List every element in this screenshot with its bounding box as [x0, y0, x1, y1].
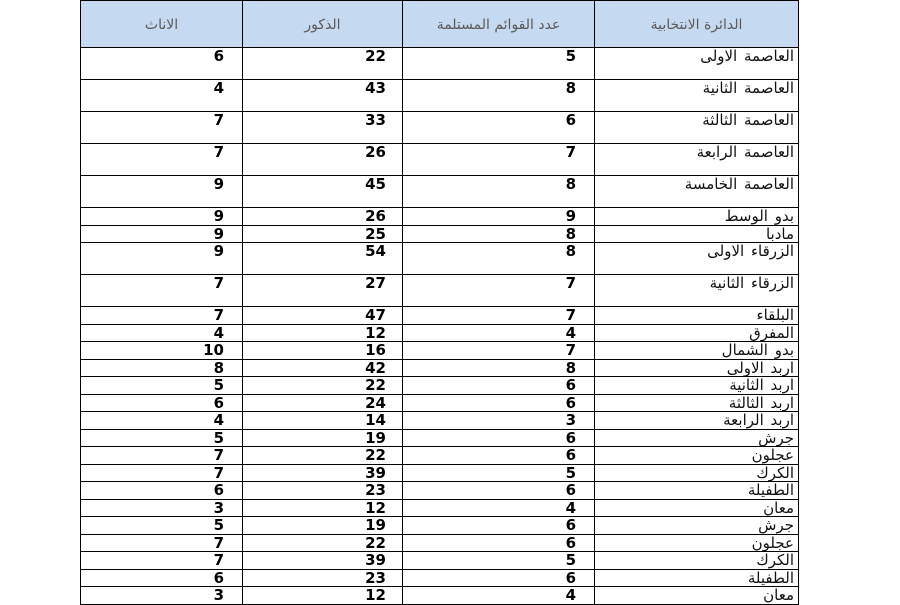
cell-males: 42: [243, 359, 403, 377]
cell-males: 39: [243, 552, 403, 570]
cell-district-name: اربد الثانية: [595, 377, 799, 395]
cell-males: 54: [243, 243, 403, 275]
table-row: [81, 377, 799, 395]
cell-males: 39: [243, 464, 403, 482]
cell-district-name: البلقاء: [595, 307, 799, 325]
cell-district-name: المفرق: [595, 324, 799, 342]
cell-district-name: معان: [595, 587, 799, 605]
cell-district-name: الطفيلة: [595, 482, 799, 500]
cell-lists-count: 5: [403, 552, 595, 570]
cell-district-name: العاصمة الثالثة: [595, 112, 799, 144]
cell-females: 6: [81, 569, 243, 587]
table-row: [81, 342, 799, 360]
cell-lists-count: 6: [403, 447, 595, 465]
cell-males: 22: [243, 447, 403, 465]
table-row: [81, 482, 799, 500]
cell-males: 45: [243, 176, 403, 208]
cell-district-name: الكرك: [595, 552, 799, 570]
table-row: [81, 552, 799, 570]
cell-lists-count: 6: [403, 112, 595, 144]
cell-district-name: الطفيلة: [595, 569, 799, 587]
cell-females: 7: [81, 464, 243, 482]
cell-lists-count: 6: [403, 569, 595, 587]
cell-females: 7: [81, 534, 243, 552]
table-row: [81, 208, 799, 226]
cell-females: 5: [81, 517, 243, 535]
cell-females: 7: [81, 307, 243, 325]
cell-lists-count: 4: [403, 587, 595, 605]
cell-district-name: الزرقاء الثانية: [595, 275, 799, 307]
table-row: [81, 569, 799, 587]
cell-lists-count: 6: [403, 482, 595, 500]
table-row: [81, 48, 799, 80]
cell-males: 26: [243, 208, 403, 226]
cell-females: 10: [81, 342, 243, 360]
cell-lists-count: 6: [403, 534, 595, 552]
cell-district-name: اربد الثالثة: [595, 394, 799, 412]
header-row: [81, 1, 799, 48]
cell-males: 19: [243, 429, 403, 447]
table-row: [81, 144, 799, 176]
cell-females: 7: [81, 144, 243, 176]
cell-lists-count: 8: [403, 176, 595, 208]
table-row: [81, 464, 799, 482]
cell-females: 5: [81, 429, 243, 447]
table-row: [81, 324, 799, 342]
cell-district-name: العاصمة الرابعة: [595, 144, 799, 176]
cell-females: 9: [81, 225, 243, 243]
cell-males: 43: [243, 80, 403, 112]
table-row: [81, 517, 799, 535]
cell-females: 7: [81, 112, 243, 144]
cell-lists-count: 8: [403, 80, 595, 112]
district-lists-table: [80, 0, 799, 605]
cell-lists-count: 6: [403, 517, 595, 535]
results-table-container: [80, 0, 798, 604]
table-body: [81, 48, 799, 605]
cell-district-name: مادبا: [595, 225, 799, 243]
cell-district-name: الزرقاء الاولى: [595, 243, 799, 275]
cell-district-name: اربد الرابعة: [595, 412, 799, 430]
table-row: [81, 112, 799, 144]
cell-district-name: اربد الاولى: [595, 359, 799, 377]
cell-males: 14: [243, 412, 403, 430]
table-row: [81, 275, 799, 307]
cell-females: 9: [81, 208, 243, 226]
cell-lists-count: 7: [403, 307, 595, 325]
cell-district-name: عجلون: [595, 447, 799, 465]
cell-females: 3: [81, 499, 243, 517]
cell-males: 23: [243, 482, 403, 500]
cell-females: 3: [81, 587, 243, 605]
cell-lists-count: 8: [403, 225, 595, 243]
cell-lists-count: 4: [403, 499, 595, 517]
table-row: [81, 176, 799, 208]
table-row: [81, 499, 799, 517]
table-row: [81, 225, 799, 243]
cell-females: 8: [81, 359, 243, 377]
cell-males: 25: [243, 225, 403, 243]
cell-lists-count: 6: [403, 429, 595, 447]
cell-district-name: بدو الشمال: [595, 342, 799, 360]
cell-lists-count: 3: [403, 412, 595, 430]
cell-males: 47: [243, 307, 403, 325]
table-row: [81, 243, 799, 275]
cell-males: 23: [243, 569, 403, 587]
cell-males: 22: [243, 48, 403, 80]
cell-lists-count: 7: [403, 144, 595, 176]
cell-lists-count: 8: [403, 243, 595, 275]
cell-lists-count: 6: [403, 394, 595, 412]
cell-lists-count: 5: [403, 48, 595, 80]
table-row: [81, 412, 799, 430]
cell-district-name: عجلون: [595, 534, 799, 552]
cell-district-name: بدو الوسط: [595, 208, 799, 226]
cell-males: 33: [243, 112, 403, 144]
cell-males: 16: [243, 342, 403, 360]
cell-lists-count: 7: [403, 275, 595, 307]
cell-district-name: العاصمة الاولى: [595, 48, 799, 80]
table-row: [81, 394, 799, 412]
cell-district-name: الكرك: [595, 464, 799, 482]
cell-males: 12: [243, 324, 403, 342]
cell-district-name: جرش: [595, 429, 799, 447]
cell-district-name: معان: [595, 499, 799, 517]
cell-females: 7: [81, 552, 243, 570]
cell-district-name: جرش: [595, 517, 799, 535]
cell-lists-count: 5: [403, 464, 595, 482]
cell-females: 9: [81, 176, 243, 208]
header-females: الاناث: [81, 1, 243, 48]
table-row: [81, 429, 799, 447]
table-row: [81, 307, 799, 325]
cell-males: 24: [243, 394, 403, 412]
cell-lists-count: 8: [403, 359, 595, 377]
cell-lists-count: 9: [403, 208, 595, 226]
cell-district-name: العاصمة الثانية: [595, 80, 799, 112]
header-males: الذكور: [243, 1, 403, 48]
table-row: [81, 587, 799, 605]
cell-males: 19: [243, 517, 403, 535]
cell-females: 4: [81, 324, 243, 342]
cell-females: 6: [81, 48, 243, 80]
cell-females: 4: [81, 412, 243, 430]
cell-females: 7: [81, 275, 243, 307]
cell-males: 22: [243, 377, 403, 395]
cell-males: 26: [243, 144, 403, 176]
header-electoral-district: الدائرة الانتخابية: [595, 1, 799, 48]
cell-males: 22: [243, 534, 403, 552]
cell-females: 6: [81, 482, 243, 500]
cell-lists-count: 7: [403, 342, 595, 360]
table-row: [81, 359, 799, 377]
cell-males: 27: [243, 275, 403, 307]
cell-females: 5: [81, 377, 243, 395]
header-lists-received: عدد القوائم المستلمة: [403, 1, 595, 48]
cell-lists-count: 6: [403, 377, 595, 395]
cell-males: 12: [243, 587, 403, 605]
cell-district-name: العاصمة الخامسة: [595, 176, 799, 208]
cell-females: 7: [81, 447, 243, 465]
table-row: [81, 80, 799, 112]
cell-females: 6: [81, 394, 243, 412]
cell-females: 4: [81, 80, 243, 112]
cell-lists-count: 4: [403, 324, 595, 342]
cell-males: 12: [243, 499, 403, 517]
table-row: [81, 534, 799, 552]
table-row: [81, 447, 799, 465]
cell-females: 9: [81, 243, 243, 275]
